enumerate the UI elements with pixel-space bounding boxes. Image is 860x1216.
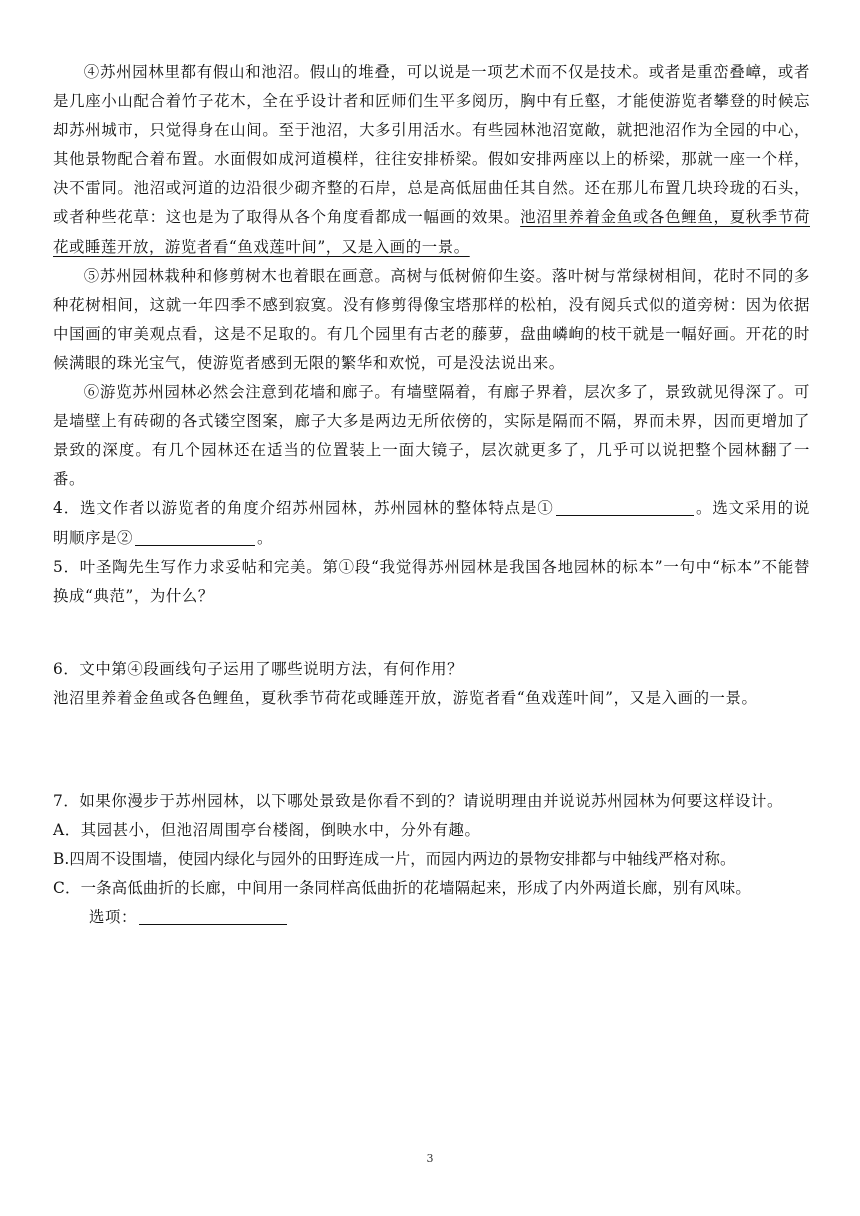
document-page (53, 58, 810, 932)
paragraph-5: ⑤苏州园林栽种和修剪树木也着眼在画意。高树与低树俯仰生姿。落叶树与常绿树相间，花时不同的多种花树相间，这就一年四季不感到寂寞。没有修剪得像宝塔那样的松柏，没有阅兵式似的道旁树：因为依据中国画的审美观点看，这是不足取的。有几个园里有古老的藤萝，盘曲嶙峋的枝干就是一幅好画。开花的时候满眼的珠光宝气，使游览者感到无限的繁华和欢悦，可是没法说出来。 (53, 266, 810, 372)
question-4 (53, 494, 810, 552)
paragraph-6: ⑥游览苏州园林必然会注意到花墙和廊子。有墙壁隔着，有廊子界着，层次多了，景致就见得深了。可是墙壁上有砖砌的各式镂空图案，廊子大多是两边无所依傍的，实际是隔而不隔，界而未界，因而更增加了景致的深度。有几个园林还在适当的位置装上一面大镜子，层次就更多了，几乎可以说把整个园林翻了一番。 (53, 383, 810, 489)
question-5: 5．叶圣陶先生写作力求妥帖和完美。第①段“我觉得苏州园林是我国各地园林的标本”一句中“标本”不能替换成“典范”，为什么？ (53, 557, 810, 605)
option-a: A．其园甚小，但池沼周围亭台楼阁，倒映水中，分外有趣。 (53, 821, 481, 840)
option-c: C．一条高低曲折的长廊，中间用一条同样高低曲折的花墙隔起来，形成了内外两道长廊，别有风味。 (53, 879, 751, 898)
underlined-sentence: 池沼里养着金鱼或各色鲤鱼，夏秋季节荷花或睡莲开放，游览者看“鱼戏莲叶间”，又是入画的一景。 (53, 208, 810, 256)
choice-label: 选项： (89, 908, 137, 927)
option-b: B.四周不设围墙，使园内绿化与园外的田野连成一片，而园内两边的景物安排都与中轴线严格对称。 (53, 850, 736, 869)
answer-space-5[interactable] (53, 611, 810, 655)
choice-blank[interactable] (139, 909, 287, 925)
question-6: 6．文中第④段画线句子运用了哪些说明方法，有何作用？ (53, 659, 464, 678)
question-6-quote: 池沼里养着金鱼或各色鲤鱼，夏秋季节荷花或睡莲开放，游览者看“鱼戏莲叶间”，又是入画的一景。 (53, 688, 758, 707)
question-4-part-a: 4．选文作者以游览者的角度介绍苏州园林，苏州园林的整体特点是① (53, 499, 554, 518)
paragraph-4 (53, 58, 810, 262)
paragraph-4-text: ④苏州园林里都有假山和池沼。假山的堆叠，可以说是一项艺术而不仅是技术。或者是重峦叠嶂，或者是几座小山配合着竹子花木，全在乎设计者和匠师们生平多阅历，胸中有丘壑，才能使游览者攀登的时候忘却苏州城市，只觉得身在山间。至于池沼，大多引用活水。有些园林池沼宽敞，就把池沼作为全园的中心，其他景物配合着布置。水面假如成河道模样，往往安排桥梁。假如安排两座以上的桥梁，那就一座一个样，决不雷同。池沼或河道的边沿很少砌齐整的石岸，总是高低屈曲任其自然。还在那儿布置几块玲珑的石头，或者种些花草：这也是为了取得从各个角度看都成一幅画的效果。 (53, 63, 810, 227)
answer-blank-1[interactable] (556, 500, 694, 516)
question-4-part-b: 。选文采用的说明顺序是② (53, 499, 810, 547)
answer-blank-2[interactable] (135, 529, 255, 545)
question-4-part-c: 。 (256, 528, 273, 547)
answer-space-6[interactable] (53, 713, 810, 787)
page-number: 3 (426, 1152, 434, 1165)
choice-line (53, 903, 810, 932)
question-7: 7．如果你漫步于苏州园林，以下哪处景致是你看不到的？请说明理由并说说苏州园林为何要这样设计。 (53, 791, 783, 810)
